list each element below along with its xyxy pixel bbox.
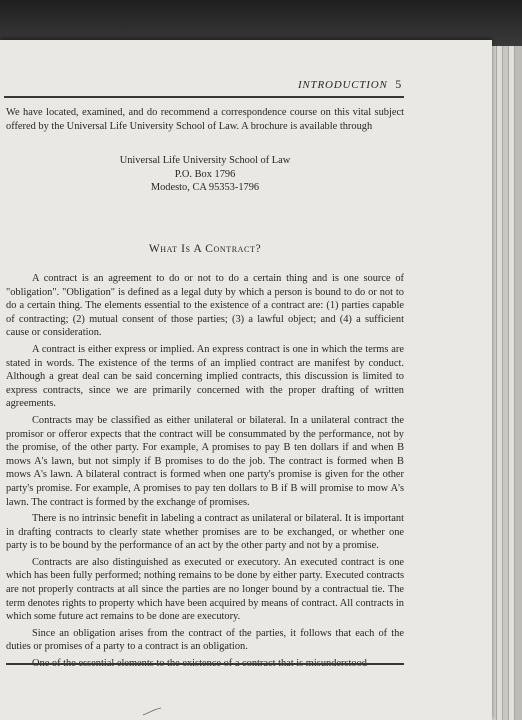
- intro-text: We have located, examined, and do recommend a correspondence course on this vital subject offered by the Universal Life University School of Law. A brochure is available through: [6, 107, 404, 132]
- intro-paragraph: [6, 106, 404, 133]
- paragraph: Contracts are also distinguished as executed or executory. An executed contract is one which has been fully performed; nothing remains to be done by either party. Executed contracts are not properly contracts at all since the parties are no longer bound by a contractual tie. The term denotes rights to property which have been acquired by means of contract. All contracts in which some future act remains to be done are executory.: [6, 556, 404, 623]
- section-heading: What Is A Contract?: [148, 243, 262, 255]
- book-page: [0, 40, 492, 720]
- body-text: [6, 272, 404, 671]
- address-block: [6, 154, 404, 195]
- page-number: 5: [395, 77, 402, 91]
- footer-rule: [6, 663, 404, 665]
- running-head-title: INTRODUCTION: [297, 79, 388, 91]
- paragraph: A contract is either express or implied. An express contract is one in which the terms are stated in words. The existence of the terms of an implied contract are manifest by conduct. Although a great deal can be said concerning implied contracts, this discussion is limited to express contracts, since we are primarily concerned with the proper drafting of written agreements.: [6, 343, 404, 410]
- address-line-1: Universal Life University School of Law: [119, 155, 291, 166]
- paragraph: Contracts may be classified as either unilateral or bilateral. In a unilateral contract the promisor or offeror expects that the contract will be consummated by the performance, not by the promise, of the other party. For example, A promises to pay B ten dollars if and when B mows A's lawn, but not simply if B promises to do the job. The contract is formed when B mows A's lawn. A bilateral contract is formed when one party's promise is given for the other party's promise. For example, A promises to pay ten dollars to B if B will promise to mow A's lawn. The contract is formed by the exchange of promises.: [6, 414, 404, 508]
- page-edge: [514, 46, 522, 720]
- paragraph: Since an obligation arises from the contract of the parties, it follows that each of the duties or promises of a party to a contract is an obligation.: [6, 627, 404, 653]
- paragraph: A contract is an agreement to do or not to do a certain thing and is one source of "obligation". "Obligation" is defined as a legal duty by which a person is bound to do or not to do a certain thing. The elements essential to the existence of a contract are: (1) parties capable of contracting; (2) mutual consent of those parties; (3) a lawful object; and (4) a sufficient cause or consideration.: [6, 273, 404, 339]
- paragraph: There is no intrinsic benefit in labeling a contract as unilateral or bilateral. It is important in drafting contracts to clearly state whether promises are to be exchanged, or whether one party is to be bound by the performance of an act by the other party and not by a promise.: [6, 513, 404, 552]
- address-line-3: Modesto, CA 95353-1796: [150, 182, 260, 194]
- running-head: [0, 77, 402, 92]
- pen-mark: [142, 707, 162, 717]
- address-line-2: P.O. Box 1796: [174, 168, 236, 180]
- header-rule: [4, 96, 404, 98]
